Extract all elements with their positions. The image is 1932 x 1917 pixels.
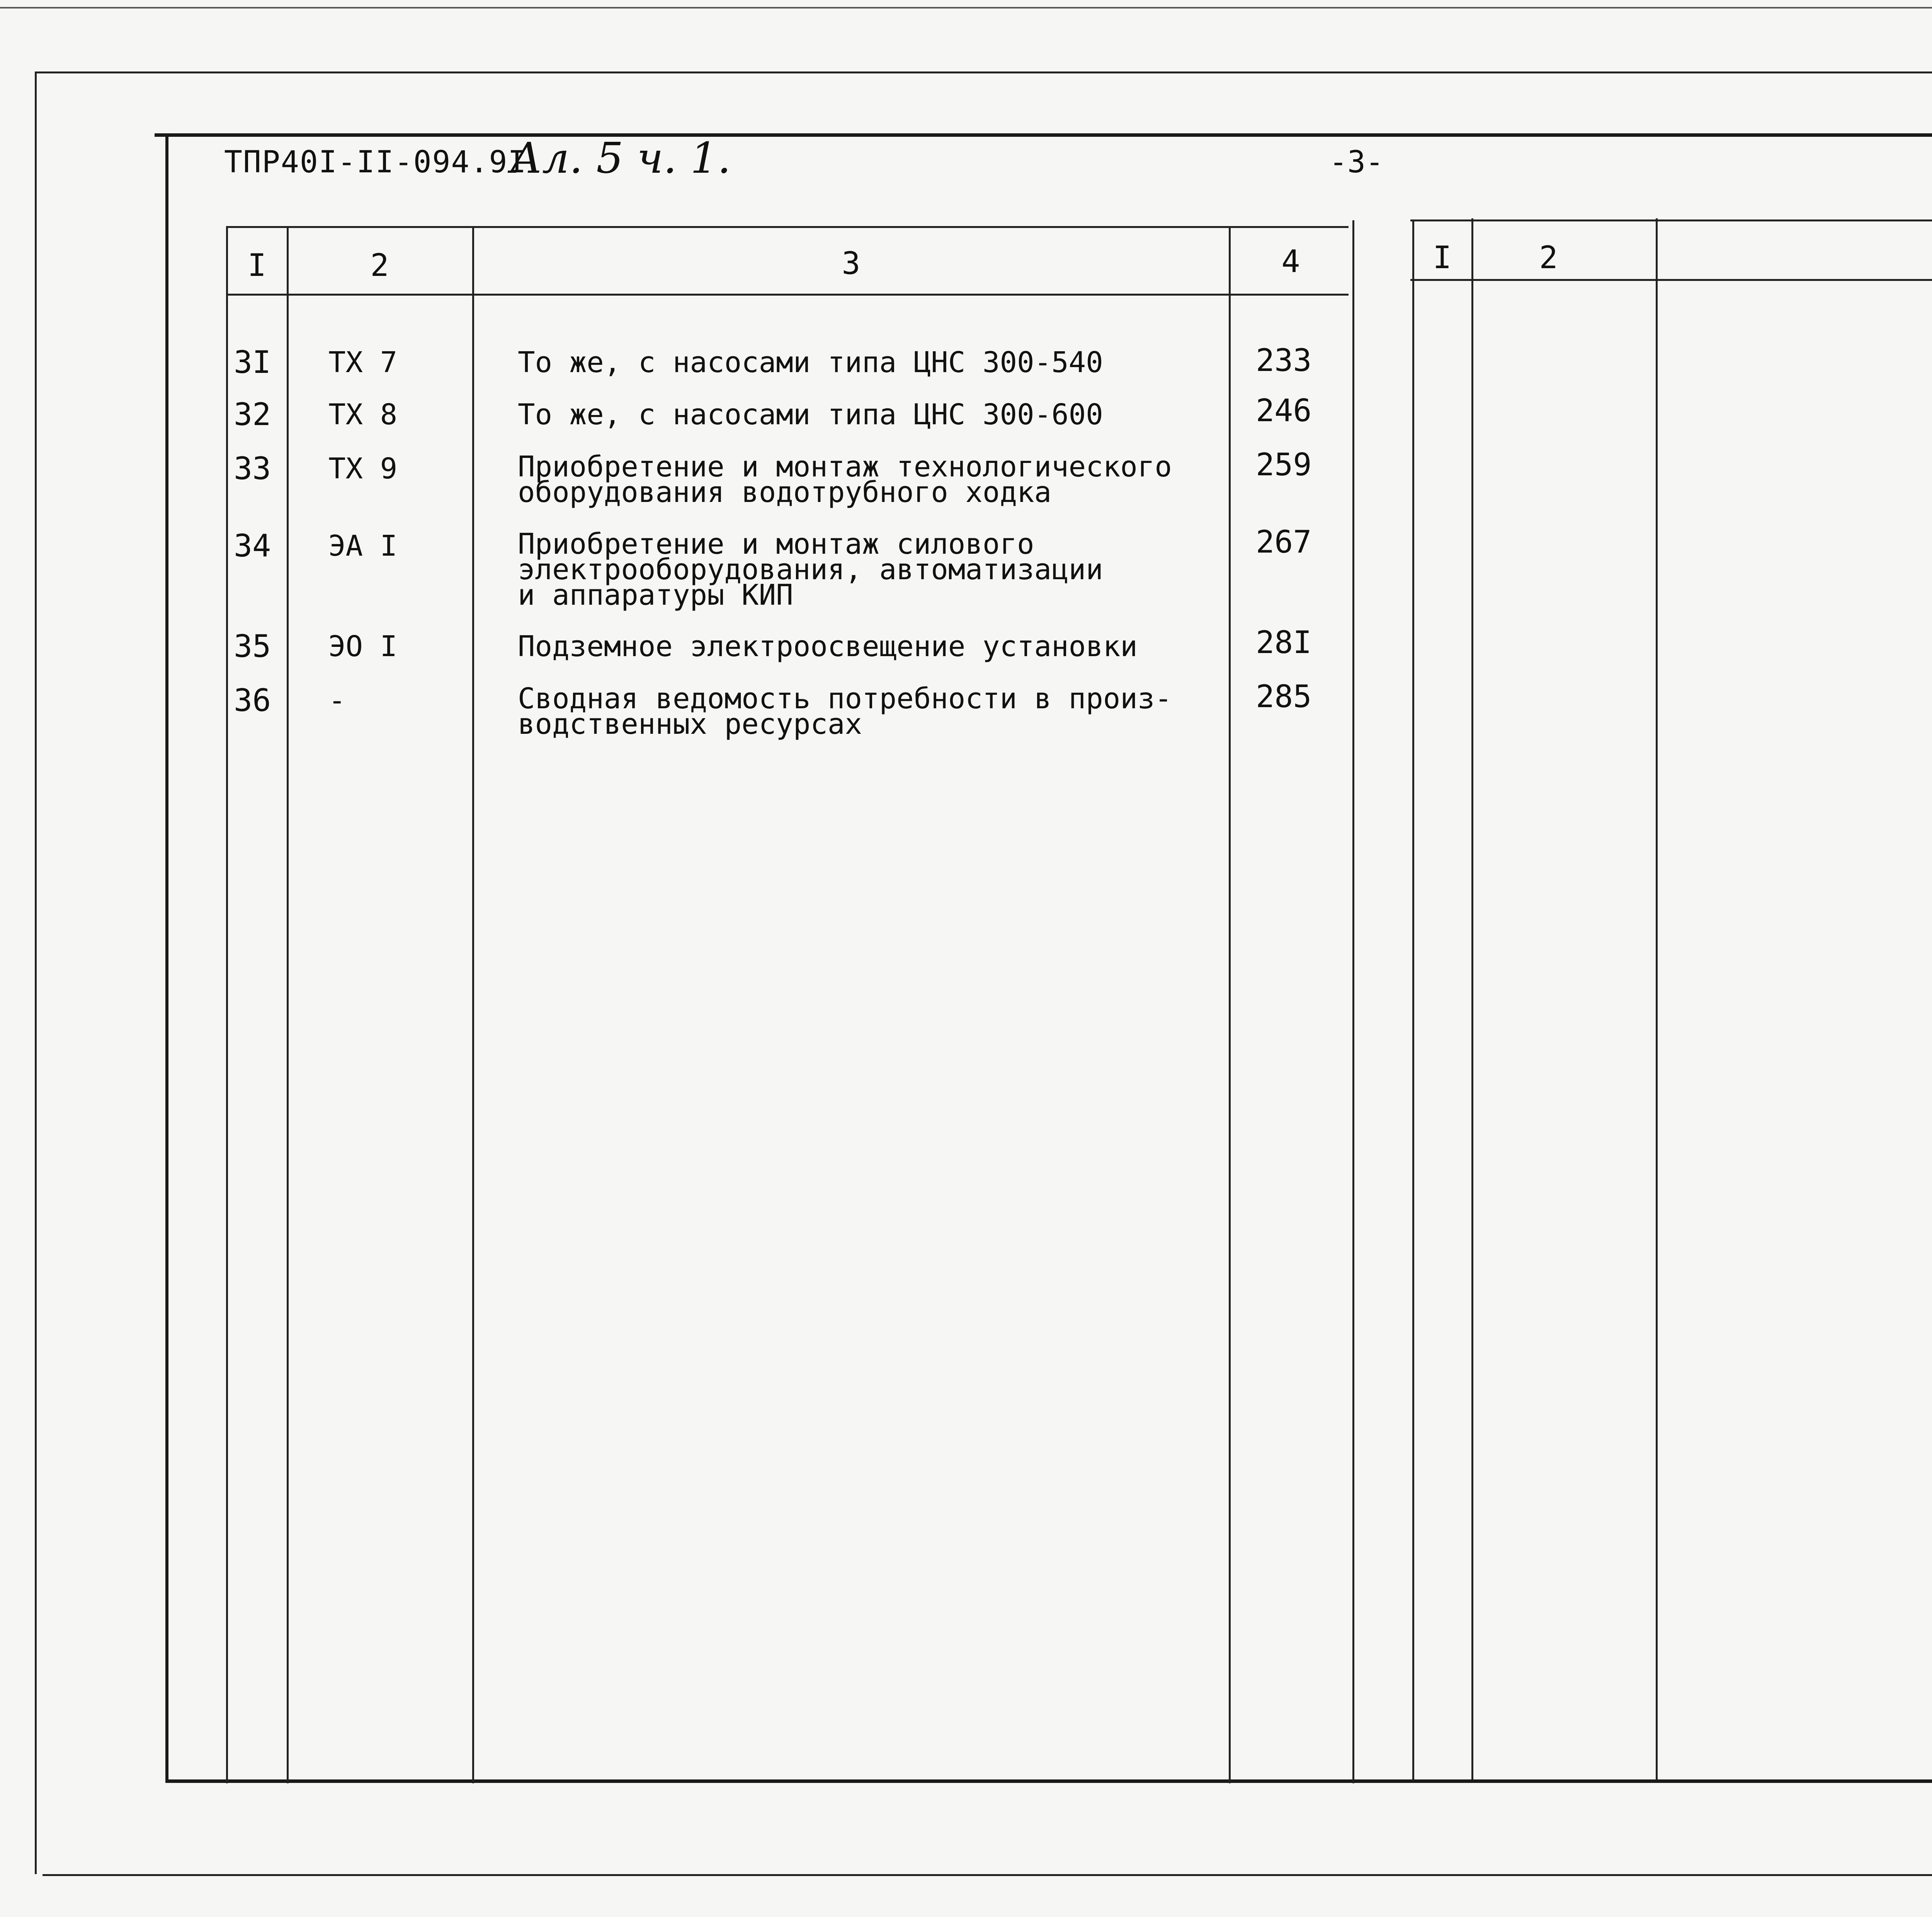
table-row-num: 34 bbox=[234, 528, 271, 564]
table-row-desc: Приобретение и монтаж силового электрооборудования, автоматизации и аппаратуры КИП bbox=[518, 527, 1103, 612]
left-table-top-rule bbox=[226, 226, 1349, 228]
table-row-page: 267 bbox=[1256, 524, 1312, 560]
right-col-header-2: 2 bbox=[1539, 240, 1558, 276]
left-col-header-4: 4 bbox=[1281, 243, 1300, 279]
outer-frame-left bbox=[35, 71, 37, 1874]
table-row-desc: Приобретение и монтаж технологического оборудования водотрубного ходка bbox=[518, 450, 1172, 509]
left-col-header-3: 3 bbox=[842, 245, 861, 281]
table-row-code: - bbox=[328, 684, 346, 717]
document-code: ТПР40I-II-094.9I bbox=[224, 145, 527, 180]
left-col-divider-3 bbox=[1229, 226, 1231, 1783]
table-row-code: ЭА I bbox=[328, 529, 398, 563]
scan-top-line bbox=[0, 7, 1932, 9]
table-row-page: 259 bbox=[1256, 447, 1312, 483]
left-table-header-rule bbox=[226, 294, 1349, 296]
right-col-header-1: I bbox=[1433, 240, 1452, 276]
table-row-num: 32 bbox=[234, 396, 271, 432]
left-col-divider-4 bbox=[1352, 220, 1354, 1783]
right-col-header-3 bbox=[1658, 236, 1932, 272]
left-col-divider-2 bbox=[472, 226, 474, 1783]
left-col-divider-1 bbox=[287, 226, 289, 1783]
outer-frame-bottom bbox=[43, 1874, 1932, 1876]
inner-frame-top bbox=[155, 133, 1932, 137]
table-row-page: 28I bbox=[1256, 624, 1312, 660]
outer-frame-top bbox=[35, 71, 1932, 73]
table-row-num: 36 bbox=[234, 682, 271, 718]
table-row-page: 246 bbox=[1256, 393, 1312, 429]
table-row-code: ЭО I bbox=[328, 630, 398, 663]
right-col-divider-0 bbox=[1412, 219, 1414, 1781]
page-number: -3- bbox=[1329, 145, 1384, 180]
table-row-num: 33 bbox=[234, 451, 271, 486]
table-row-desc: То же, с насосами типа ЦНС 300-600 bbox=[518, 398, 1103, 431]
table-row-num: 3I bbox=[234, 344, 271, 380]
table-row-desc: То же, с насосами типа ЦНС 300-540 bbox=[518, 346, 1103, 379]
left-col-divider-0 bbox=[226, 226, 228, 1783]
inner-frame-bottom bbox=[165, 1779, 1932, 1783]
right-col-divider-2 bbox=[1656, 218, 1658, 1779]
table-row-code: ТХ 7 bbox=[328, 346, 398, 379]
right-table-top-rule bbox=[1410, 219, 1932, 221]
inner-frame-left bbox=[165, 133, 168, 1781]
left-col-header-1: I bbox=[247, 247, 267, 283]
table-row-page: 285 bbox=[1256, 679, 1312, 714]
right-table-header-rule bbox=[1410, 279, 1932, 281]
album-note: Ал. 5 ч. 1. bbox=[510, 133, 731, 183]
right-col-divider-1 bbox=[1471, 218, 1473, 1779]
table-row-desc: Сводная ведомость потребности в произ- водственных ресурсах bbox=[518, 682, 1172, 741]
table-row-code: ТХ 9 bbox=[328, 452, 398, 485]
table-row-num: 35 bbox=[234, 628, 271, 664]
table-row-page: 233 bbox=[1256, 342, 1312, 378]
table-row-code: ТХ 8 bbox=[328, 398, 398, 431]
table-row-desc: Подземное электроосвещение установки bbox=[518, 630, 1138, 663]
left-col-header-2: 2 bbox=[370, 247, 389, 283]
